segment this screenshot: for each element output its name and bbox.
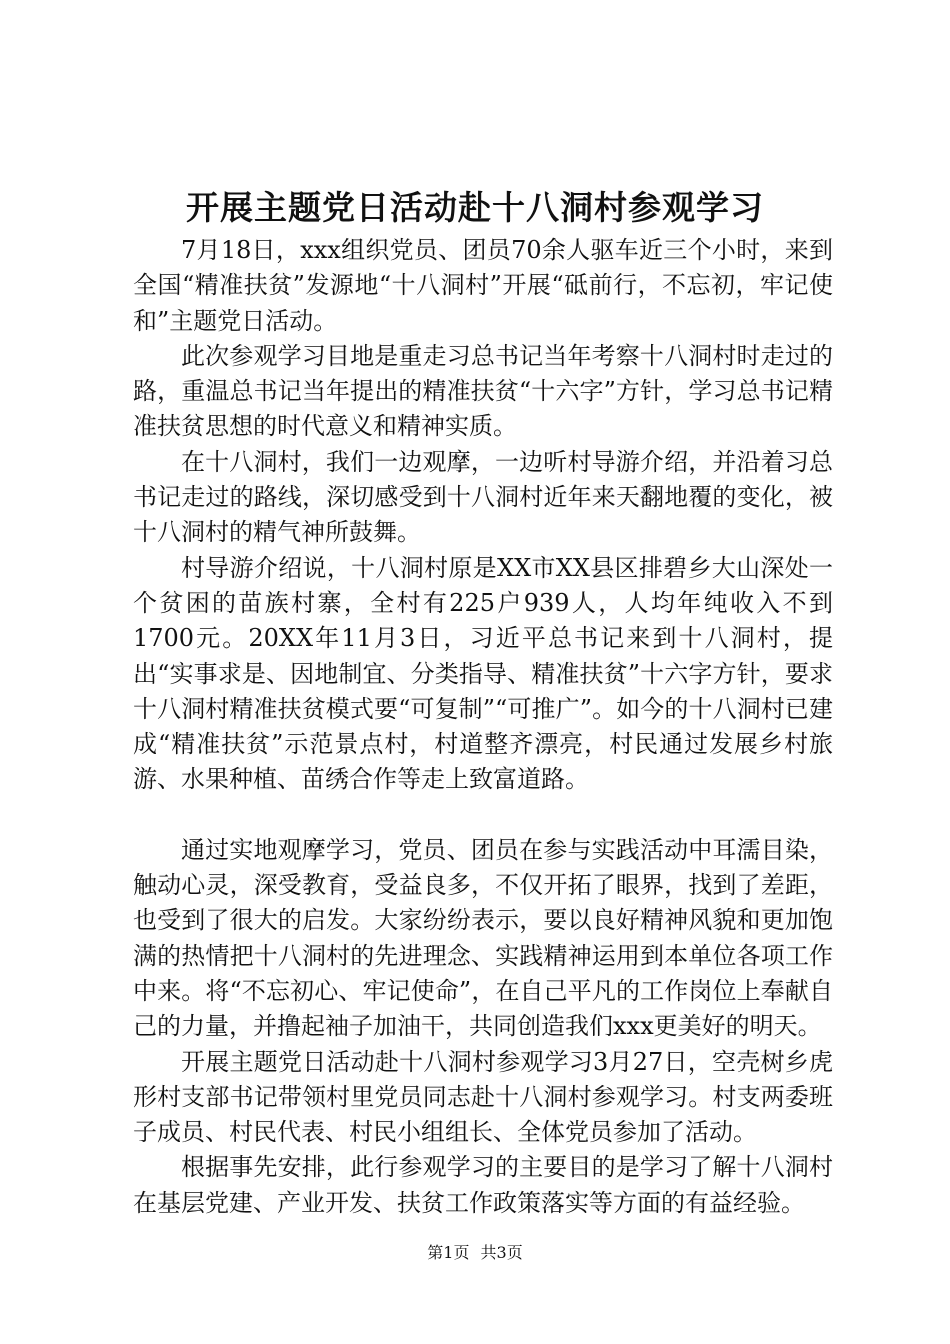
paragraph-6: 开展主题党日活动赴十八洞村参观学习3月27日，空壳树乡虎形村支部书记带领村里党员同志赴十八洞村参观学习。村支两委班子成员、村民代表、村民小组组长、全体党员参加了活动。 <box>133 1047 833 1147</box>
paragraph-7: 根据事先安排，此行参观学习的主要目的是学习了解十八洞村在基层党建、产业开发、扶贫工作政策落实等方面的有益经验。 <box>133 1153 833 1217</box>
paragraph-5: 通过实地观摩学习，党员、团员在参与实践活动中耳濡目染，触动心灵，深受教育，受益良多，不仅开拓了眼界，找到了差距，也受到了很大的启发。大家纷纷表示，要以良好精神风貌和更加饱满的热情把十八洞村的先进理念、实践精神运用到本单位各项工作中来。将“不忘初心、牢记使命”，在自己平凡的工作岗位上奉献自己的力量，并撸起袖子加油干，共同创造我们xxx更美好的明天。 <box>133 835 833 1041</box>
paragraph-3: 在十八洞村，我们一边观摩，一边听村导游介绍，并沿着习总书记走过的路线，深切感受到十八洞村近年来天翻地覆的变化，被十八洞村的精气神所鼓舞。 <box>133 447 833 547</box>
paragraph-1: 7月18日，xxx组织党员、团员70余人驱车近三个小时，来到全国“精准扶贫”发源地“十八洞村”开展“砥前行，不忘初，牢记使和”主题党日活动。 <box>133 236 833 335</box>
page-footer <box>0 1242 950 1264</box>
page-number: 第1页 <box>427 1243 470 1262</box>
document-body <box>133 233 833 1221</box>
paragraph-2: 此次参观学习目地是重走习总书记当年考察十八洞村时走过的路，重温总书记当年提出的精准扶贫“十六字”方针，学习总书记精准扶贫思想的时代意义和精神实质。 <box>133 341 833 441</box>
paragraph-4: 村导游介绍说，十八洞村原是XX市XX县区排碧乡大山深处一个贫困的苗族村寨，全村有225户939人，人均年纯收入不到1700元。20XX年11月3日，习近平总书记来到十八洞村，提出“实事求是、因地制宜、分类指导、精准扶贫”十六字方针，要求十八洞村精准扶贫模式要“可复制”“可推广”。如今的十八洞村已建成“精准扶贫”示范景点村，村道整齐漂亮，村民通过发展乡村旅游、水果种植、苗绣合作等走上致富道路。 <box>133 553 833 794</box>
document-title: 开展主题党日活动赴十八洞村参观学习 <box>186 188 764 227</box>
page-total: 共3页 <box>480 1243 523 1262</box>
